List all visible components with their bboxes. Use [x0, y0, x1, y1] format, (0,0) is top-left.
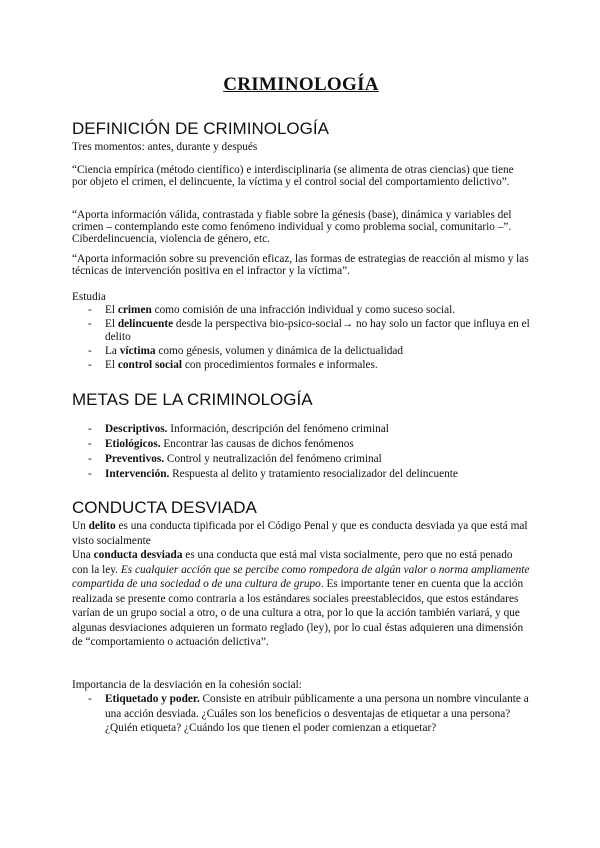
heading-definicion: DEFINICIÓN DE CRIMINOLOGÍA	[72, 119, 329, 138]
estudia-label: Estudia	[72, 291, 106, 303]
conducta-desviada-paragraph: Una conducta desviada es una conducta que está mal vista socialmente, pero que no está penado con la ley. Es cualquier acción que se percibe como rompedora de algún valor o norma ampliamente compartida de una sociedad o de una cultura de grupo. Es importante tener en cuenta que la acción realizada se presente como contraria a los estándares sociales preestablecidos, que estos estándares varían de un grupo social a otro, o de una cultura a otra, por lo que la acción también variará, y que algunas desviaciones adquieren un formato reglado (ley), por lo cual éstas adquieren una dimensión de “comportamiento o actuación delictiva”.	[72, 549, 530, 648]
quote-definicion: “Ciencia empírica (método científico) e interdisciplinaria (se alimenta de otras ciencias) que tiene por objeto el crimen, el delincuente, la víctima y el control social del comportamiento delictivo”.	[72, 164, 514, 188]
list-item: - El control social con procedimientos formales e informales.	[72, 359, 530, 372]
importancia-label: Importancia de la desviación en la cohesión social:	[72, 679, 302, 691]
list-item: - Etiquetado y poder. Consiste en atribuir públicamente a una persona un nombre vinculante a una acción desviada. ¿Cuáles son los beneficios o desventajas de etiquetar a una persona? ¿Quién etiqueta? ¿Cuándo los que tienen el poder comienzan a etiquetar?	[72, 692, 530, 736]
quote-prevencion: “Aporta información sobre su prevención eficaz, las formas de estrategias de reacción al mismo y las técnicas de intervención positiva en el infractor y la víctima”.	[72, 253, 529, 277]
list-item: - Preventivos. Control y neutralización del fenómeno criminal	[72, 453, 530, 466]
list-item: - El delincuente desde la perspectiva bio-psico-social→ no hay solo un factor que influya en el delito	[72, 318, 530, 343]
metas-list	[72, 423, 530, 483]
list-item: - El crimen como comisión de una infracción individual y como suceso social.	[72, 304, 530, 317]
list-item: - Etiológicos. Encontrar las causas de dichos fenómenos	[72, 438, 530, 451]
momentos-text: Tres momentos: antes, durante y después	[72, 141, 258, 153]
quote-informacion: “Aporta información válida, contrastada y fiable sobre la génesis (base), dinámica y variables del crimen – contemplando este como fenómeno individual y como problema social, comunitario –”. Ciberdelincuencia, violencia de género, etc.	[72, 209, 512, 245]
heading-metas: METAS DE LA CRIMINOLOGÍA	[72, 390, 313, 409]
list-item: - Intervención. Respuesta al delito y tratamiento resocializador del delincuente	[72, 468, 530, 481]
importancia-list	[72, 692, 530, 737]
list-item: - La víctima como génesis, volumen y dinámica de la delictualidad	[72, 345, 530, 358]
estudia-list	[72, 304, 530, 373]
document-title: CRIMINOLOGÍA	[223, 74, 379, 95]
list-item: - Descriptivos. Información, descripción del fenómeno criminal	[72, 423, 530, 436]
delito-paragraph: Un delito es una conducta tipificada por el Código Penal y que es conducta desviada ya que está mal visto socialmente	[72, 520, 528, 547]
heading-conducta: CONDUCTA DESVIADA	[72, 498, 257, 517]
